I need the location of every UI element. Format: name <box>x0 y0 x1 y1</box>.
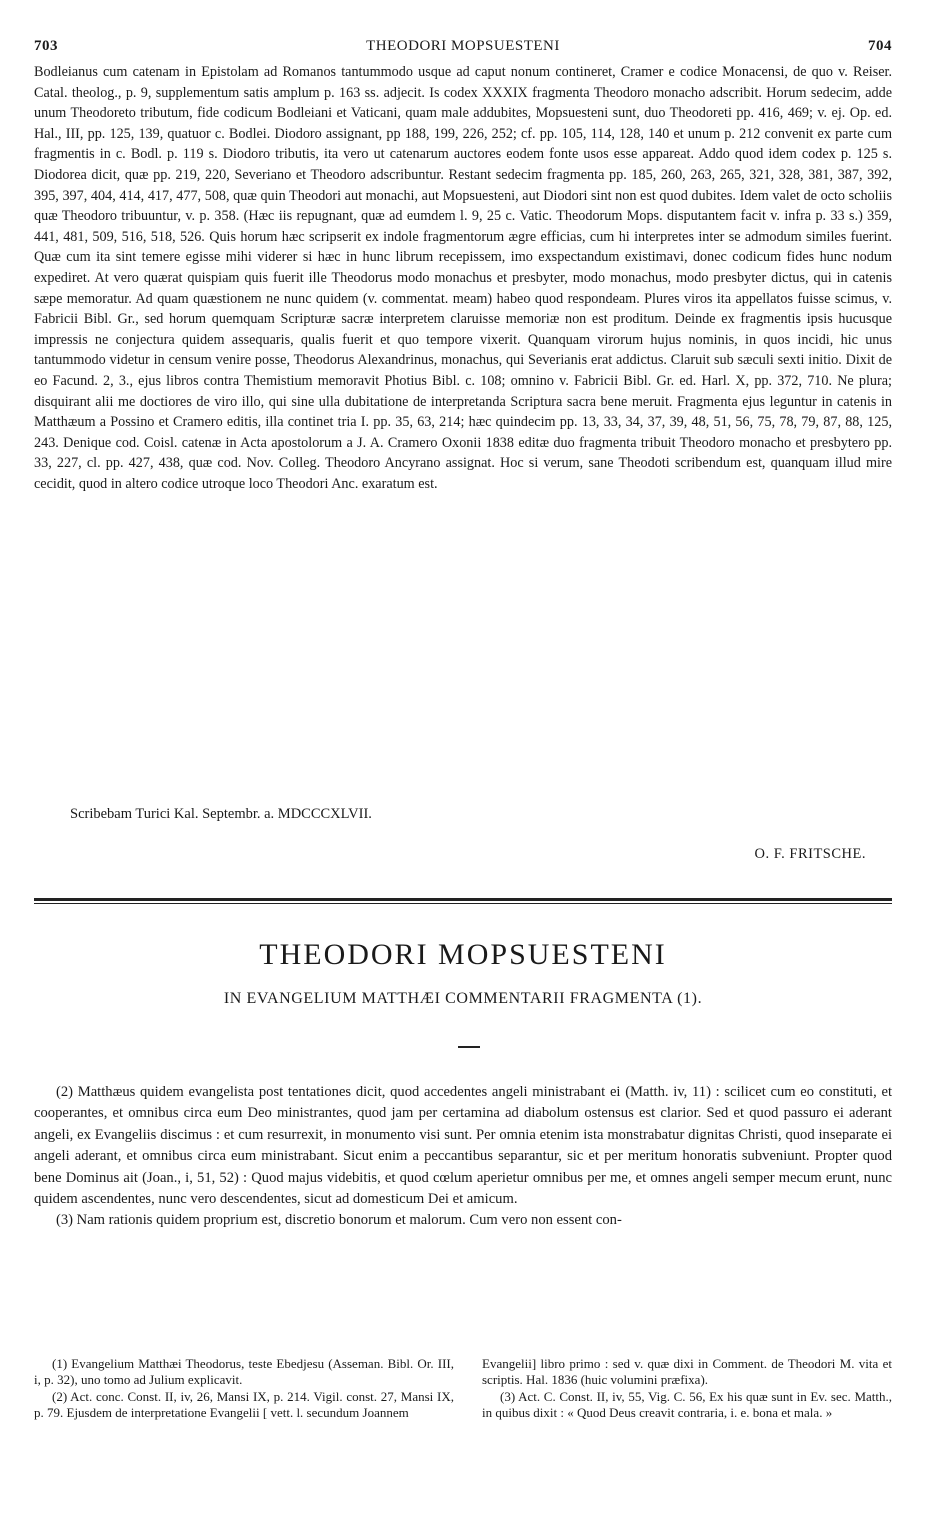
paragraph-2: (2) Matthæus quidem evangelista post tentationes dicit, quod accedentes angeli ministrabant ei (Matth. iv, 11) : scilicet cum eo constituti, et cooperantes, et omnibus circa eum Deo ministrantes, quod jam per certamina ad diabolum ostensus est clarior. Sed et quod passuro ei aderant angeli, ex Evangeliis discimus : et cum resurrexit, in monumento visi sunt. Per omnia etenim ista monstrabatur dignitas Christi, quod inseparate ei angeli aderant, et omnibus circa eum ministrabant. Sicut enim a peccantibus separantur, sic et per meritum honoratis subveniunt. Propter quod bene Dominus ait (Joan., i, 51, 52) : Quod majus videbitis, et quod cœlum aperietur omnibus per me, et omnes angeli semper mecum erunt, nunc quidem ascendentes, nunc vero descendentes, sicut ad domesticum Dei et amicum. <box>34 1084 892 1208</box>
footnotes-left-column <box>34 1356 454 1422</box>
footnote-2-continued: Evangelii] libro primo : sed v. quæ dixi in Comment. de Theodori M. vita et scriptis. Hal. 1836 (huic volumini præfixa). <box>482 1356 892 1388</box>
page-number-left: 703 <box>34 38 58 54</box>
section-title: THEODORI MOPSUESTENI <box>259 938 667 971</box>
author-signature: O. F. FRITSCHE. <box>754 846 866 862</box>
section-subtitle: IN EVANGELIUM MATTHÆI COMMENTARII FRAGMENTA (1). <box>223 990 703 1007</box>
preface-paragraph: Bodleianus cum catenam in Epistolam ad Romanos tantummodo usque ad caput nonum contineret, Cramer e codice Monacensi, de quo v. Reiser. Catal. theolog., p. 9, supplementum satis amplum p. 163 ss. adjecit. Is codex XXXIX fragmenta Theodoro monacho adscribit. Horum sedecim, adde unum Theodoreto tributum, fide codicum Bodleiani et Vaticani, quam male addubites, Mopsuesteni sunt, duo Theodoreti pp. 416, 469; v. ej. Op. ed. Hal., III, pp. 125, 139, quatuor c. Bodlei. Diodoro assignant, pp 188, 199, 226, 252; cf. pp. 105, 114, 128, 140 et unum p. 212 convenit ex parte cum fragmentis in c. Bodl. p. 119 s. Diodoro tributis, ita vero ut catenarum auctores eodem fonte usos esse appareat. Addo quod idem codex p. 125 s. Diodorea dicit, quæ pp. 219, 220, Severiano et Theodoro adscribuntur. Restant sedecim fragmenta pp. 185, 260, 263, 265, 321, 328, 381, 387, 392, 395, 397, 404, 414, 417, 477, 508, quæ quin Theodori aut monachi, aut Mopsuesteni, aut Diodori sint non est quod dubites. Idem valet de octo scholiis quæ Theodoro tribuuntur, v. p. 358. (Hæc iis repugnant, quæ ad eumdem l. 9, 25 c. Vatic. Theodorum Mops. disputantem facit v. infra p. 33 s.) 359, 441, 481, 509, 516, 518, 526. Quis horum hæc scripserit ex indole fragmentorum ægre efficias, cum hi interpretes inter se admodum similes fuerint. Quæ cum ita sint temere egisse mihi viderer si hæc in hunc librum recepissem, imo exspectandum existimavi, donec codicum fides hunc nodum expediret. At vero quærat quispiam quis fuerit ille Theodorus modo monachus et presbyter, modo monachus, modo presbyter dictus, qui in catenis sæpe memoratur. Ad quam quæstionem ne nunc quidem (v. commentat. meam) habeo quod respondeam. Plures viros ita appellatos fuisse scimus, v. Fabricii Bibl. Gr., sed horum quemquam Scripturæ sacræ interpretem claruisse memoriæ non est proditum. Deinde ex fragmentis ipsis hucusque impressis ne conjectura quidem assequaris, qualis fuerit et quo tempore vixerit. Quanquam virorum hujus nominis, in quos incidi, hic unus tantummodo videtur in censum venire posse, Theodorus Alexandrinus, monachus, qui Severianis erat addictus. Claruit sub sæculi sexti initio. Dixit de eo Facund. 2, 3., ejus libros contra Themistium memoravit Photius Bibl. c. 108; omnino v. Fabricii Bibl. Gr. ed. Harl. X, pp. 372, 710. Ne plura; disquirant alii me doctiores de viro illo, qui sine ulla dubitatione de interpretanda Scriptura sacra bene meruit. Fragmenta ejus leguntur in catenis in Matthæum a Possino et Cramero editis, illa continet tria I. pp. 35, 63, 214; hæc quindecim pp. 13, 33, 34, 37, 39, 48, 51, 56, 75, 78, 79, 87, 88, 125, 243. Denique cod. Coisl. catenæ in Acta apostolorum a J. A. Cramero Oxonii 1838 editæ duo fragmenta tribuit Theodoro monacho et presbytero pp. 33, 227, cl. pp. 427, 438, quæ cod. Nov. Colleg. Theodoro Ancyrano assignat. Hoc si verum, sane Theodoti scribendum est, quanquam illud mire cecidit, quod in altero codice utroque loco Theodori Anc. exaratum est. <box>34 64 892 492</box>
footnote-1: (1) Evangelium Matthæi Theodorus, teste Ebedjesu (Asseman. Bibl. Or. III, i, p. 32), uno tomo ad Julium explicavit. <box>34 1356 454 1388</box>
divider-thin-line <box>34 903 892 904</box>
main-text <box>34 1082 892 1232</box>
title-dash <box>458 1046 480 1048</box>
running-header <box>34 38 892 60</box>
paragraph-3: (3) Nam rationis quidem proprium est, discretio bonorum et malorum. Cum vero non essent con- <box>56 1212 622 1229</box>
page-number-right: 704 <box>868 38 892 54</box>
footnotes-right-column <box>482 1356 892 1422</box>
dateline: Scribebam Turici Kal. Septembr. a. MDCCCXLVII. <box>70 806 372 822</box>
preface-text <box>34 62 892 494</box>
footnote-3: (3) Act. C. Const. II, iv, 55, Vig. C. 56, Ex his quæ sunt in Ev. sec. Matth., in quibus dixit : « Quod Deus creavit contraria, i. e. bona et mala. » <box>482 1388 892 1421</box>
footnote-2: (2) Act. conc. Const. II, iv, 26, Mansi IX, p. 214. Vigil. const. 27, Mansi IX, p. 79. Ejusdem de interpretatione Evangelii [ vett. l. secundum Joannem <box>34 1388 454 1421</box>
divider-thick-line <box>34 898 892 901</box>
section-divider <box>34 896 892 906</box>
running-title: THEODORI MOPSUESTENI <box>366 38 560 54</box>
